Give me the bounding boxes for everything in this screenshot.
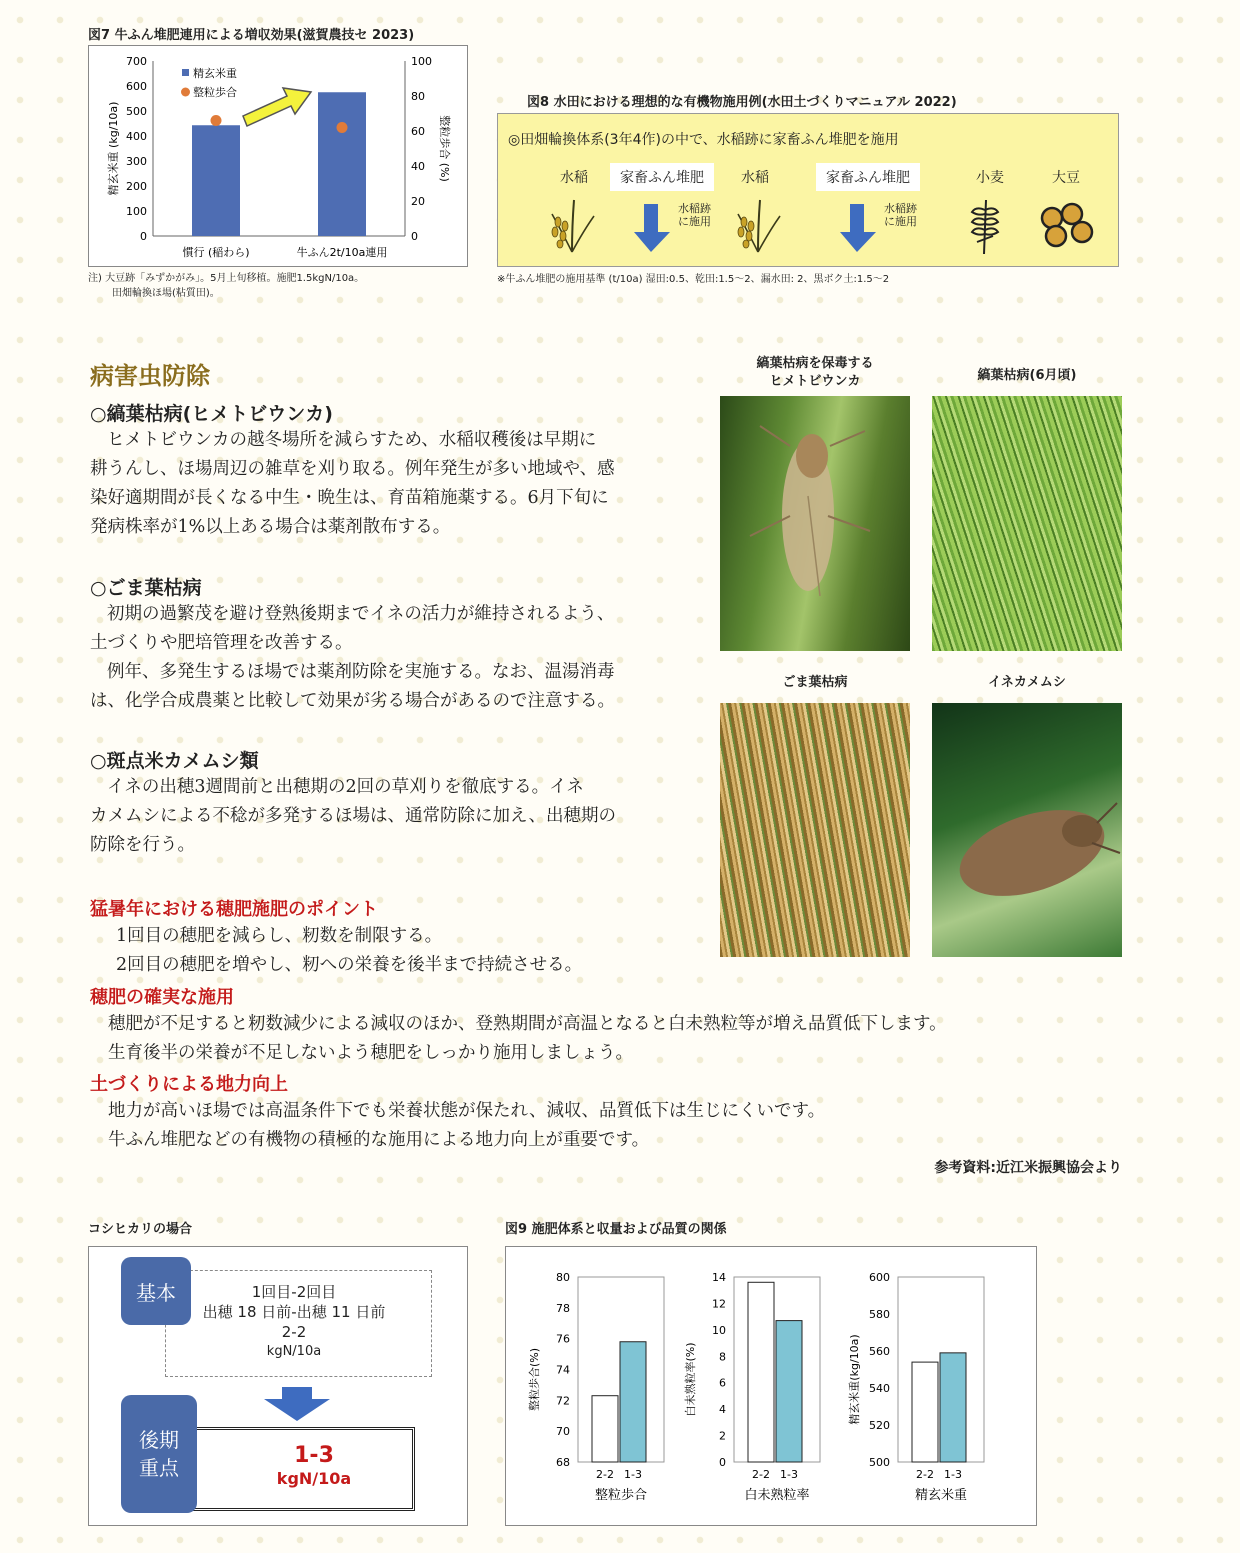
soil-heading: 土づくりによる地力向上 <box>90 1074 288 1095</box>
fig8-arrow-note-1b: に施用 <box>678 215 711 228</box>
fig9-y-tick: 2 <box>719 1429 726 1443</box>
fig8-crop-rice-2: 水稲 <box>741 170 769 186</box>
fig9-y-tick: 10 <box>712 1323 726 1337</box>
koshi-late-label <box>121 1395 197 1513</box>
fig9-x-tick: 2-2 <box>752 1468 770 1481</box>
fig8-arrow-note-2b: に施用 <box>884 215 917 228</box>
fig9-caption: 図9 施肥体系と収量および品質の関係 <box>505 1222 727 1237</box>
fig8-header: ◎田畑輪換体系(3年4作)の中で、水稲跡に家畜ふん堆肥を施用 <box>508 132 899 148</box>
fig9-x-tick: 1-3 <box>624 1468 642 1481</box>
fig8-box <box>497 113 1119 267</box>
fig9-y-tick: 580 <box>869 1308 890 1321</box>
fig7-bar <box>318 92 366 236</box>
fig9-x-tick: 1-3 <box>780 1468 798 1481</box>
pest-s2-line: 土づくりや肥培管理を改善する。 <box>90 633 353 653</box>
koshi-frame <box>88 1246 468 1526</box>
heat-point-heading: 猛暑年における穂肥施肥のポイント <box>90 899 378 920</box>
down-arrow-icon <box>632 204 672 254</box>
fig7-note-2: 田畑輪換ほ場(粘質田)。 <box>112 288 220 299</box>
fig9-y-tick: 80 <box>556 1271 570 1284</box>
fig7-x-tick: 牛ふん2t/10a連用 <box>296 246 388 259</box>
pest-s1-body <box>90 426 615 542</box>
fig7-chart <box>89 46 467 266</box>
fig9-y-tick: 0 <box>719 1456 726 1469</box>
koshi-late-label-2: 重点 <box>139 1456 179 1480</box>
photo-brown-spot <box>720 703 910 957</box>
fig7-y-tick: 100 <box>126 205 147 218</box>
fig7-caption: 図7 牛ふん堆肥連用による増収効果(滋賀農技セ 2023) <box>88 28 415 43</box>
fig8-arrow-note-2a: 水稲跡 <box>884 202 917 215</box>
topdressing-line: 穂肥が不足すると籾数減少による減収のほか、登熟期間が高温となると白未熟粒等が増え品質低下します。 <box>108 1014 947 1034</box>
fig9-y-tick: 70 <box>556 1425 570 1439</box>
rice-plant-icon <box>730 196 786 254</box>
topdressing-heading: 穂肥の確実な施用 <box>90 987 234 1008</box>
fig7-legend-bar: 精玄米重 <box>193 67 237 80</box>
down-arrow-icon <box>838 204 878 254</box>
down-arrow-icon <box>264 1387 330 1423</box>
fig9-y-tick: 74 <box>556 1363 570 1377</box>
pest-section-title: 病害虫防除 <box>90 362 210 390</box>
reference-source: 参考資料:近江米振興協会より <box>934 1160 1122 1176</box>
fig9-y-tick: 560 <box>869 1345 890 1358</box>
planthopper-photo-icon <box>720 396 910 651</box>
photo4-caption: イネカメムシ <box>988 675 1066 690</box>
fig8-caption: 図8 水田における理想的な有機物施用例(水田土づくりマニュアル 2022) <box>527 95 957 110</box>
photo-planthopper <box>720 396 910 651</box>
fig7-y2-tick: 60 <box>411 125 425 138</box>
fig9-y-tick: 8 <box>719 1350 726 1364</box>
fig7-y2-label: 整粒歩合 (%) <box>438 115 451 182</box>
fig7-dot <box>337 122 348 133</box>
photo1-caption-1: 縞葉枯病を保毒する <box>756 356 874 371</box>
fig7-y-tick: 600 <box>126 80 147 93</box>
fig8-crop-wheat: 小麦 <box>976 170 1004 186</box>
pest-s1-line: 耕うんし、ほ場周辺の雑草を刈り取る。例年発生が多い地域や、感 <box>90 459 615 479</box>
pest-s3-line: イネの出穂3週間前と出穂期の2回の草刈りを徹底する。イネ <box>107 777 584 797</box>
fig9-x-tick: 2-2 <box>596 1468 614 1481</box>
pest-s1-line: 発病株率が1%以上ある場合は薬剤散布する。 <box>90 517 451 537</box>
fig9-bar <box>620 1342 646 1462</box>
koshi-basic-line3: 2-2 <box>281 1323 307 1341</box>
fig9-y-label: 精玄米重(kg/10a) <box>848 1334 861 1425</box>
fig7-note-1: 注) 大豆跡「みずかがみ」。5月上旬移植。施肥1.5kgN/10a。 <box>88 273 365 284</box>
pest-s2-line: は、化学合成農薬と比較して効果が劣る場合があるので注意する。 <box>90 691 615 711</box>
increase-arrow-icon <box>243 88 311 126</box>
fig7-y-tick: 500 <box>126 105 147 118</box>
fig9-y-tick: 6 <box>719 1376 726 1390</box>
koshi-basic-line2: 出穂 18 日前-出穂 11 日前 <box>202 1303 386 1321</box>
fig9-y-tick: 12 <box>712 1297 726 1311</box>
fig8-arrow-note-1a: 水稲跡 <box>678 202 711 215</box>
fig9-y-label: 白未熟粒率(%) <box>684 1342 697 1417</box>
koshi-late-value: 1-3 <box>294 1443 334 1468</box>
pest-s1-line: 染好適期間が長くなる中生・晩生は、育苗箱施薬する。6月下旬に <box>90 488 609 508</box>
wheat-icon <box>962 196 1006 254</box>
fig9-bar <box>940 1353 966 1462</box>
fig9-y-tick: 72 <box>556 1394 570 1408</box>
pest-s1-title: ○縞葉枯病(ヒメトビウンカ) <box>90 403 333 425</box>
fig7-y2-tick: 80 <box>411 90 425 103</box>
heat-point-line: 2回目の穂肥を増やし、籾への栄養を後半まで持続させる。 <box>116 955 583 975</box>
pest-s1-line: ヒメトビウンカの越冬場所を減らすため、水稲収穫後は早期に <box>107 430 597 450</box>
fig9-panel-title: 整粒歩合 <box>594 1488 648 1503</box>
fig7-legend-bar-swatch <box>182 69 189 76</box>
fig9-charts <box>506 1247 1036 1525</box>
fig7-y-tick: 300 <box>126 155 147 168</box>
fig7-y2-tick: 0 <box>411 230 418 243</box>
pest-s3-line: 防除を行う。 <box>90 835 195 855</box>
fig7-y-tick: 400 <box>126 130 147 143</box>
soybean-icon <box>1038 202 1098 248</box>
photo2-caption: 縞葉枯病(6月頃) <box>977 368 1077 383</box>
topdressing-line: 生育後半の栄養が不足しないよう穂肥をしっかり施用しましょう。 <box>108 1043 633 1063</box>
pest-s2-title: ○ごま葉枯病 <box>90 577 202 599</box>
fig9-x-tick: 1-3 <box>944 1468 962 1481</box>
koshi-basic-label: 基本 <box>121 1257 191 1325</box>
koshi-basic-line1: 1回目-2回目 <box>251 1283 337 1301</box>
fig7-x-tick: 慣行 (稲わら) <box>182 246 250 259</box>
fig8-manure-1: 家畜ふん堆肥 <box>610 163 714 191</box>
fig8-crop-soy: 大豆 <box>1052 170 1080 186</box>
fig7-y2-tick: 20 <box>411 195 425 208</box>
fig7-dot <box>211 115 222 126</box>
fig9-frame <box>505 1246 1037 1526</box>
fig7-y-tick: 200 <box>126 180 147 193</box>
pest-s3-line: カメムシによる不稔が多発するほ場は、通常防除に加え、出穂期の <box>90 806 617 826</box>
soil-line: 牛ふん堆肥などの有機物の積極的な施用による地力向上が重要です。 <box>108 1130 650 1150</box>
fig8-crop-rice-1: 水稲 <box>560 170 588 186</box>
fig9-bar <box>748 1282 774 1462</box>
fig9-y-tick: 14 <box>712 1271 726 1284</box>
photo1-caption-2: ヒメトビウンカ <box>769 374 861 389</box>
fig9-bar <box>912 1362 938 1462</box>
fig7-bar <box>192 125 240 236</box>
fig9-y-tick: 68 <box>556 1456 570 1469</box>
fig9-bar <box>776 1321 802 1462</box>
photo3-caption: ごま葉枯病 <box>782 675 848 690</box>
fig9-x-tick: 2-2 <box>916 1468 934 1481</box>
fig9-y-tick: 500 <box>869 1456 890 1469</box>
fig9-y-tick: 540 <box>869 1382 890 1395</box>
fig9-panel-title: 白未熟粒率 <box>744 1488 810 1503</box>
fig7-legend-dot: 整粒歩合 <box>193 86 237 99</box>
pest-s2-line: 初期の過繁茂を避け登熟後期までイネの活力が維持されるよう、 <box>107 604 615 624</box>
fig7-frame <box>88 45 468 267</box>
heat-point-line: 1回目の穂肥を減らし、籾数を制限する。 <box>116 926 443 946</box>
koshi-late-unit: kgN/10a <box>276 1469 352 1488</box>
stink-bug-photo-icon <box>932 703 1122 957</box>
fig7-y-tick: 0 <box>140 230 147 243</box>
fig9-y-tick: 78 <box>556 1301 570 1315</box>
photo-stripe-disease <box>932 396 1122 651</box>
rice-plant-icon <box>544 196 600 254</box>
koshi-caption: コシヒカリの場合 <box>88 1222 193 1237</box>
fig9-y-tick: 76 <box>556 1332 570 1346</box>
fig9-y-tick: 4 <box>719 1403 726 1417</box>
fig9-y-label: 整粒歩合(%) <box>528 1347 541 1412</box>
pest-s3-title: ○斑点米カメムシ類 <box>90 750 259 772</box>
pest-s2-body <box>90 600 615 716</box>
fig8-manure-2: 家畜ふん堆肥 <box>816 163 920 191</box>
fig8-footnote: ※牛ふん堆肥の施用基準 (t/10a) 湿田:0.5、乾田:1.5〜2、漏水田: 2、黒ボク土:1.5〜2 <box>497 274 890 285</box>
pest-s3-body <box>90 773 616 860</box>
pest-s2-line: 例年、多発生するほ場では薬剤防除を実施する。なお、温湯消毒 <box>107 662 615 682</box>
fig7-y2-tick: 100 <box>411 55 432 68</box>
fig7-y-label: 精玄米重 (kg/10a) <box>107 101 120 196</box>
fig7-y2-tick: 40 <box>411 160 425 173</box>
fig9-bar <box>592 1396 618 1462</box>
fig7-y-tick: 700 <box>126 55 147 68</box>
fig9-panel-title: 精玄米重 <box>914 1488 968 1503</box>
fig9-y-tick: 600 <box>869 1271 890 1284</box>
fig9-y-tick: 520 <box>869 1419 890 1432</box>
koshi-late-label-1: 後期 <box>139 1428 179 1452</box>
photo-stink-bug <box>932 703 1122 957</box>
fig7-legend-dot-swatch <box>181 88 190 97</box>
soil-line: 地力が高いほ場では高温条件下でも栄養状態が保たれ、減収、品質低下は生じにくいです。 <box>108 1101 826 1121</box>
koshi-basic-line4: kgN/10a <box>266 1344 322 1359</box>
